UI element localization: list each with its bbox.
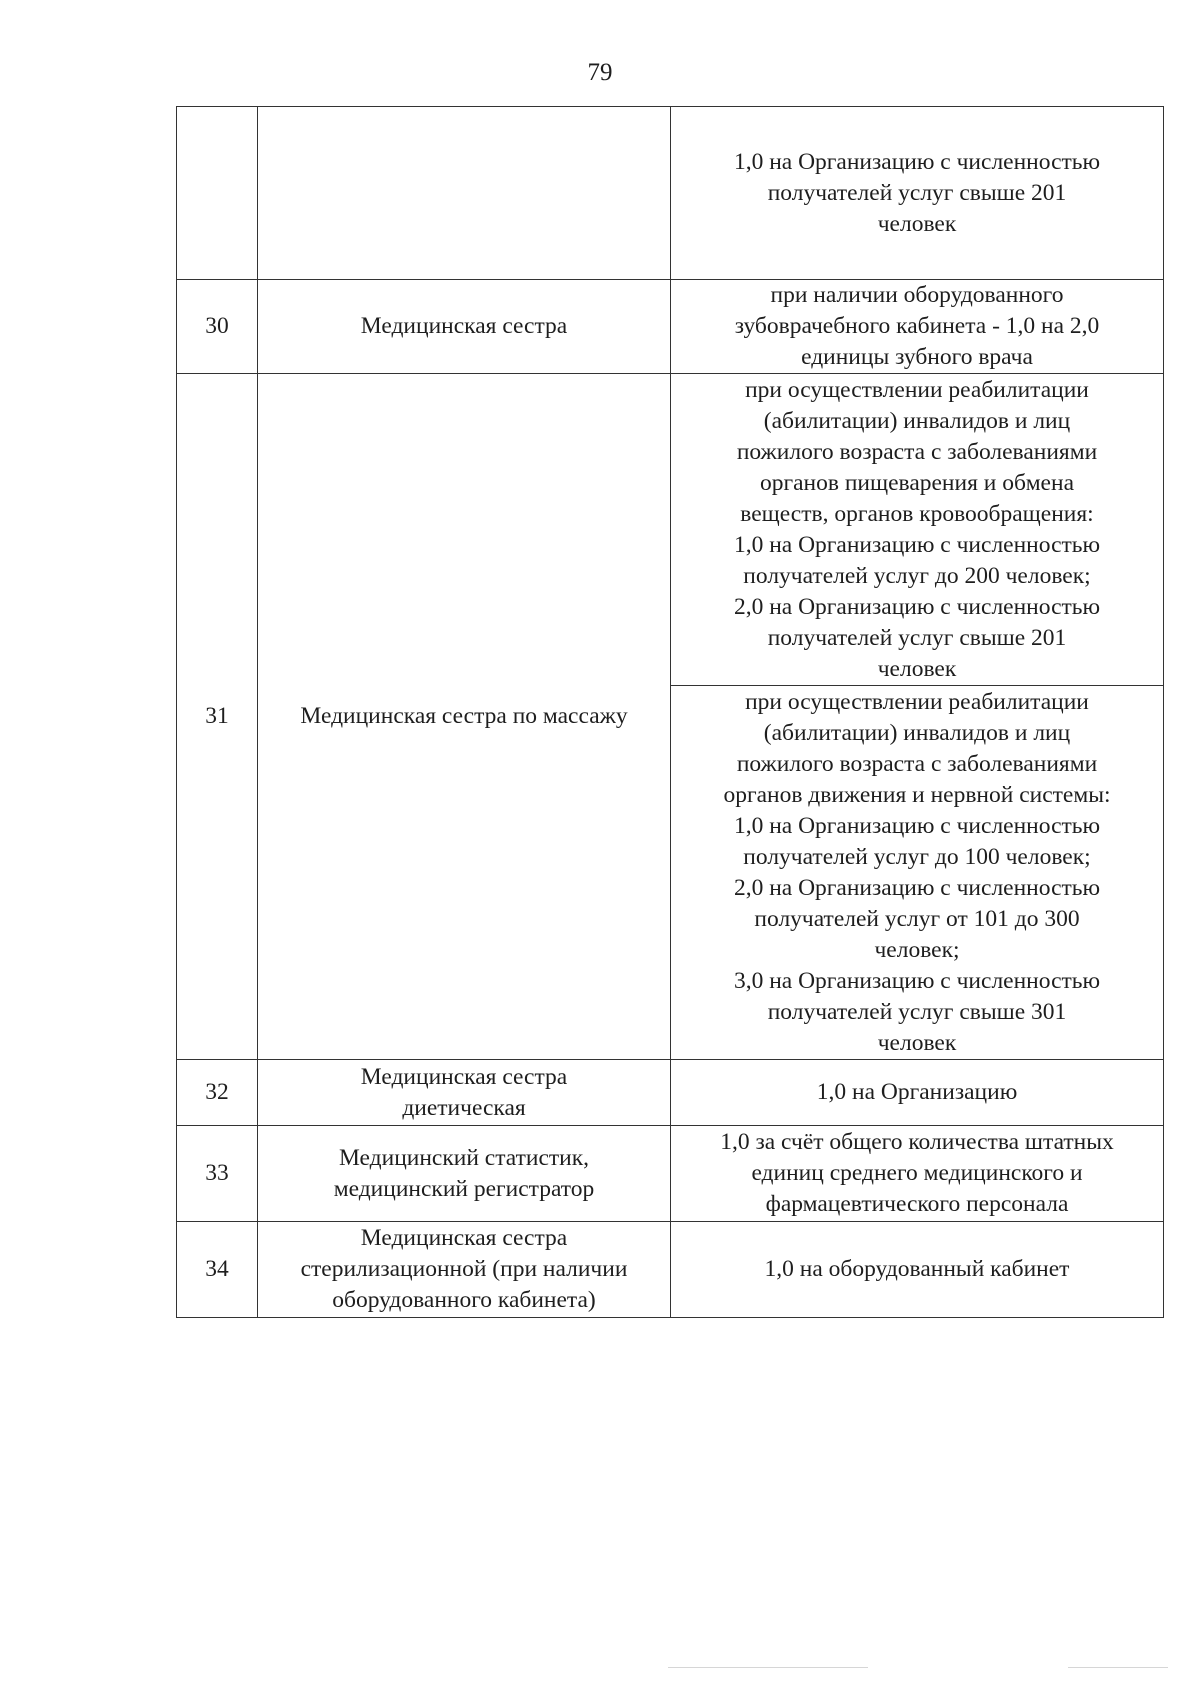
norm-line: получателей услуг до 100 человек;: [743, 843, 1091, 870]
norm-line: получателей услуг до 200 человек;: [743, 562, 1091, 589]
norm-line: 3,0 на Организацию с численностью: [733, 967, 1101, 994]
staffing-table: [176, 106, 1164, 1318]
norm-line: пожилого возраста с заболеваниями: [736, 438, 1098, 465]
norm-line: зубоврачебного кабинета - 1,0 на 2,0: [734, 313, 1100, 339]
row-number-cell: [177, 107, 258, 280]
norm-line: получателей услуг от 101 до 300: [754, 905, 1080, 932]
norm-line: 1,0 на Организацию с численностью: [733, 531, 1101, 558]
norm-line: (абилитации) инвалидов и лиц: [763, 719, 1071, 746]
position-line: оборудованного кабинета): [332, 1287, 596, 1313]
position-line: Медицинская сестра: [360, 313, 568, 339]
position-cell: [258, 374, 671, 1060]
norm-line: органов пищеварения и обмена: [759, 469, 1074, 496]
norm-line: фармацевтического персонала: [765, 1191, 1069, 1217]
position-cell: [258, 107, 671, 280]
position-line: Медицинский статистик,: [338, 1144, 590, 1171]
norm-line: 1,0 на Организацию с численностью: [733, 812, 1101, 839]
norm-cell: [671, 1126, 1164, 1222]
table-row: [177, 1126, 1164, 1222]
table-row: [177, 1222, 1164, 1318]
norm-cell: [671, 1060, 1164, 1126]
position-line: Медицинская сестра по массажу: [300, 703, 628, 729]
position-cell: [258, 1126, 671, 1222]
norm-cell: [671, 374, 1164, 686]
norm-line: при осуществлении реабилитации: [745, 376, 1089, 403]
position-line: Медицинская сестра: [360, 1225, 568, 1251]
page-number: 79: [587, 59, 613, 86]
norm-cell: [671, 686, 1164, 1060]
row-number-cell: 32: [177, 1060, 258, 1126]
norm-line: при осуществлении реабилитации: [745, 688, 1089, 715]
table-row: [177, 280, 1164, 374]
norm-cell: [671, 107, 1164, 280]
position-cell: [258, 1060, 671, 1126]
norm-line: получателей услуг свыше 201: [767, 179, 1067, 206]
norm-line: 1,0 на Организацию: [816, 1079, 1018, 1105]
norm-line: единицы зубного врача: [801, 344, 1033, 370]
row-number-cell: 33: [177, 1126, 258, 1222]
row-number-cell: 30: [177, 280, 258, 374]
norm-line: 1,0 за счёт общего количества штатных: [720, 1129, 1114, 1155]
norm-line: 2,0 на Организацию с численностью: [733, 593, 1101, 620]
norm-line: человек;: [874, 936, 960, 963]
row-number-cell: 31: [177, 374, 258, 1060]
table-row: [177, 107, 1164, 280]
position-line: Медицинская сестра: [360, 1063, 568, 1090]
scan-artifact-line: [668, 1667, 868, 1668]
scan-artifact-line: [1068, 1667, 1168, 1668]
position-line: медицинский регистратор: [333, 1175, 595, 1202]
norm-line: пожилого возраста с заболеваниями: [736, 750, 1098, 777]
position-cell: [258, 1222, 671, 1318]
table-row: [177, 1060, 1164, 1126]
table-row: [177, 374, 1164, 686]
row-number-cell: 34: [177, 1222, 258, 1318]
norm-line: (абилитации) инвалидов и лиц: [763, 407, 1071, 434]
norm-line: человек: [877, 655, 957, 682]
norm-line: веществ, органов кровообращения:: [740, 500, 1094, 527]
position-line: диетическая: [402, 1094, 526, 1121]
norm-line: получателей услуг свыше 301: [767, 998, 1067, 1025]
norm-line: человек: [877, 210, 957, 237]
position-cell: [258, 280, 671, 374]
norm-line: 2,0 на Организацию с численностью: [733, 874, 1101, 901]
norm-line: органов движения и нервной системы:: [723, 781, 1111, 808]
norm-line: человек: [877, 1029, 957, 1056]
norm-cell: [671, 280, 1164, 374]
norm-line: при наличии оборудованного: [770, 282, 1064, 308]
norm-line: получателей услуг свыше 201: [767, 624, 1067, 651]
norm-line: 1,0 на Организацию с численностью: [733, 148, 1101, 175]
position-line: стерилизационной (при наличии: [300, 1256, 628, 1282]
norm-line: 1,0 на оборудованный кабинет: [764, 1256, 1070, 1282]
norm-cell: [671, 1222, 1164, 1318]
norm-line: единиц среднего медицинского и: [751, 1160, 1083, 1186]
